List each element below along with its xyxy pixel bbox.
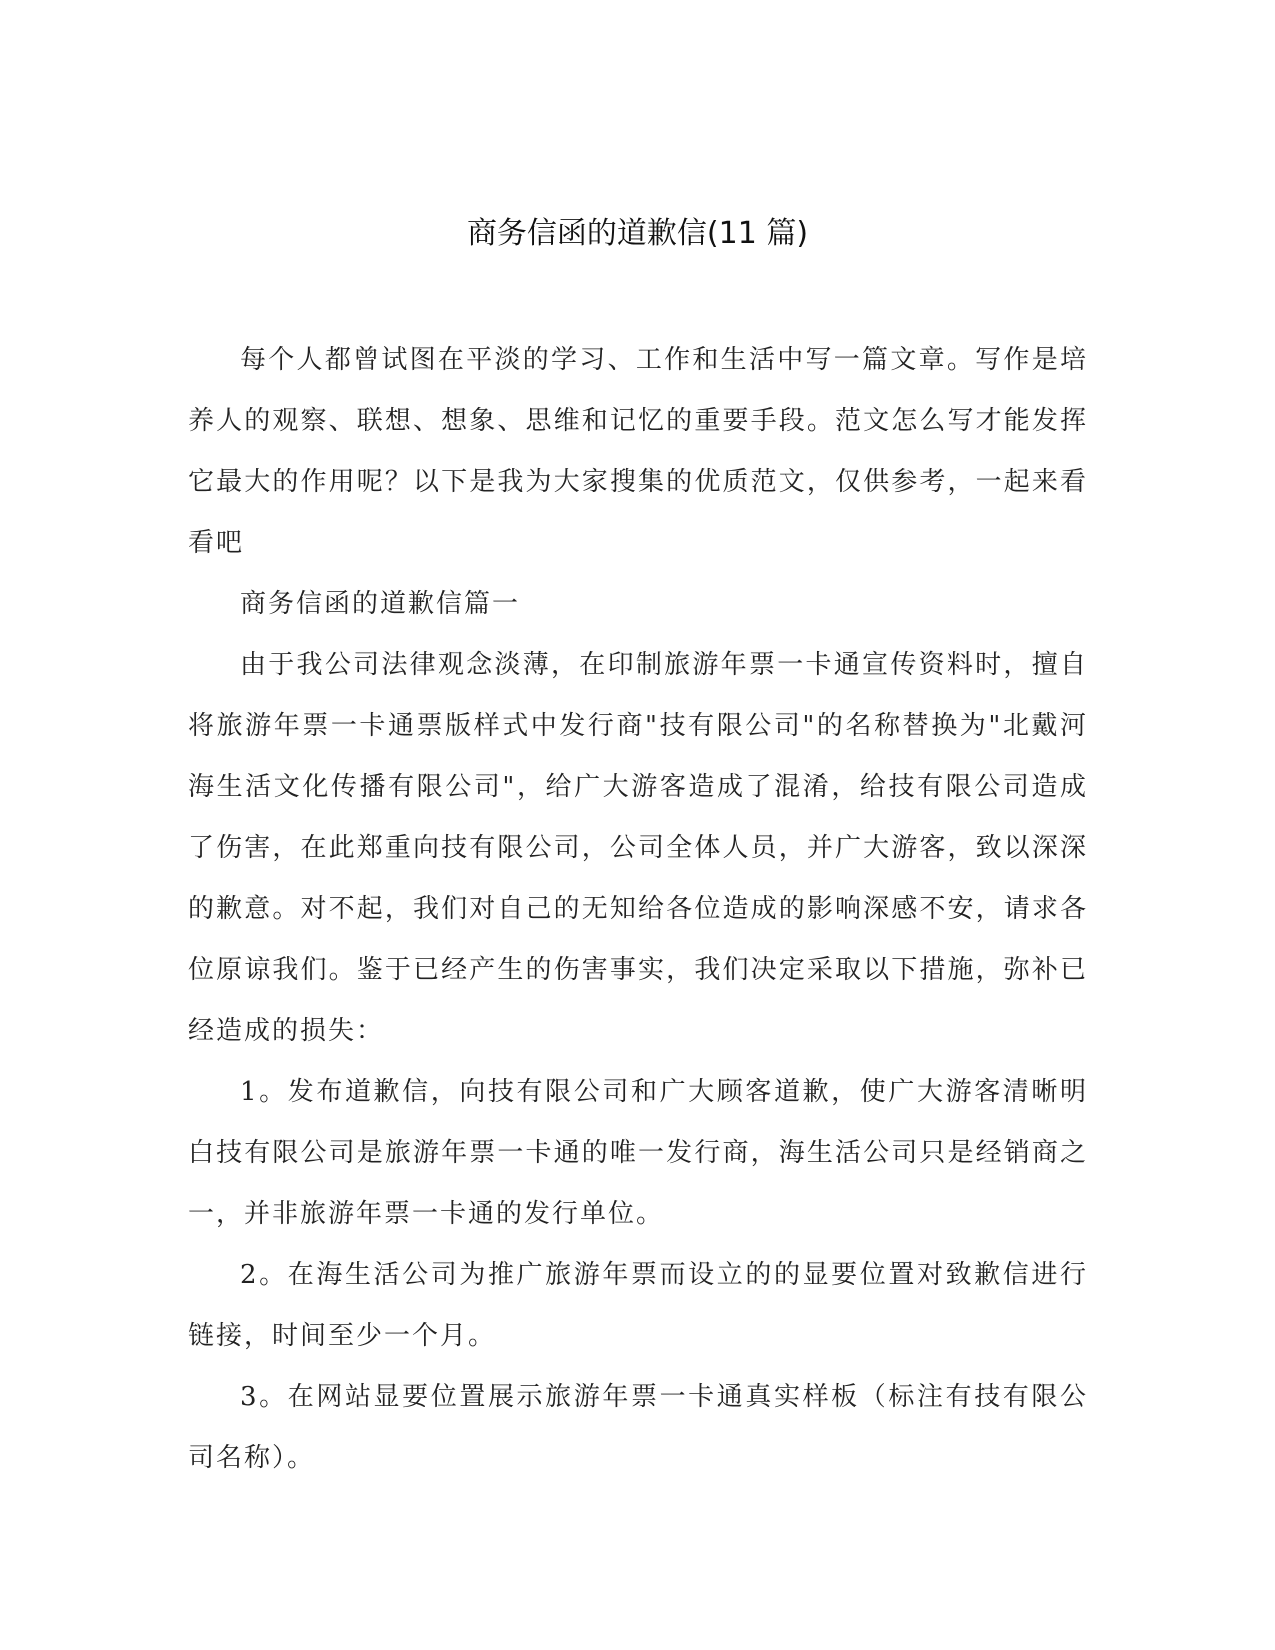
- section-heading: 商务信函的道歉信篇一: [240, 589, 521, 619]
- list-item-3: 3。在网站显要位置展示旅游年票一卡通真实样板（标注有技有限公司名称）。: [188, 1382, 1088, 1473]
- list-item-1: 1。发布道歉信，向技有限公司和广大顾客道歉，使广大游客清晰明白技有限公司是旅游年票一卡通的唯一发行商，海生活公司只是经销商之一，并非旅游年票一卡通的发行单位。: [188, 1077, 1088, 1229]
- list-item-2: 2。在海生活公司为推广旅游年票而设立的的显要位置对致歉信进行链接，时间至少一个月。: [188, 1260, 1088, 1351]
- document-body: [188, 330, 1088, 1489]
- body-paragraph: 由于我公司法律观念淡薄，在印制旅游年票一卡通宣传资料时，擅自将旅游年票一卡通票版样式中发行商"技有限公司"的名称替换为"北戴河海生活文化传播有限公司"，给广大游客造成了混淆，给技有限公司造成了伤害，在此郑重向技有限公司，公司全体人员，并广大游客，致以深深的歉意。对不起，我们对自己的无知给各位造成的影响深感不安，请求各位原谅我们。鉴于已经产生的伤害事实，我们决定采取以下措施，弥补已经造成的损失：: [188, 650, 1088, 1046]
- intro-paragraph: 每个人都曾试图在平淡的学习、工作和生活中写一篇文章。写作是培养人的观察、联想、想象、思维和记忆的重要手段。范文怎么写才能发挥它最大的作用呢？以下是我为大家搜集的优质范文，仅供参考，一起来看看吧: [188, 345, 1088, 558]
- document-title: 商务信函的道歉信(11 篇): [466, 216, 809, 251]
